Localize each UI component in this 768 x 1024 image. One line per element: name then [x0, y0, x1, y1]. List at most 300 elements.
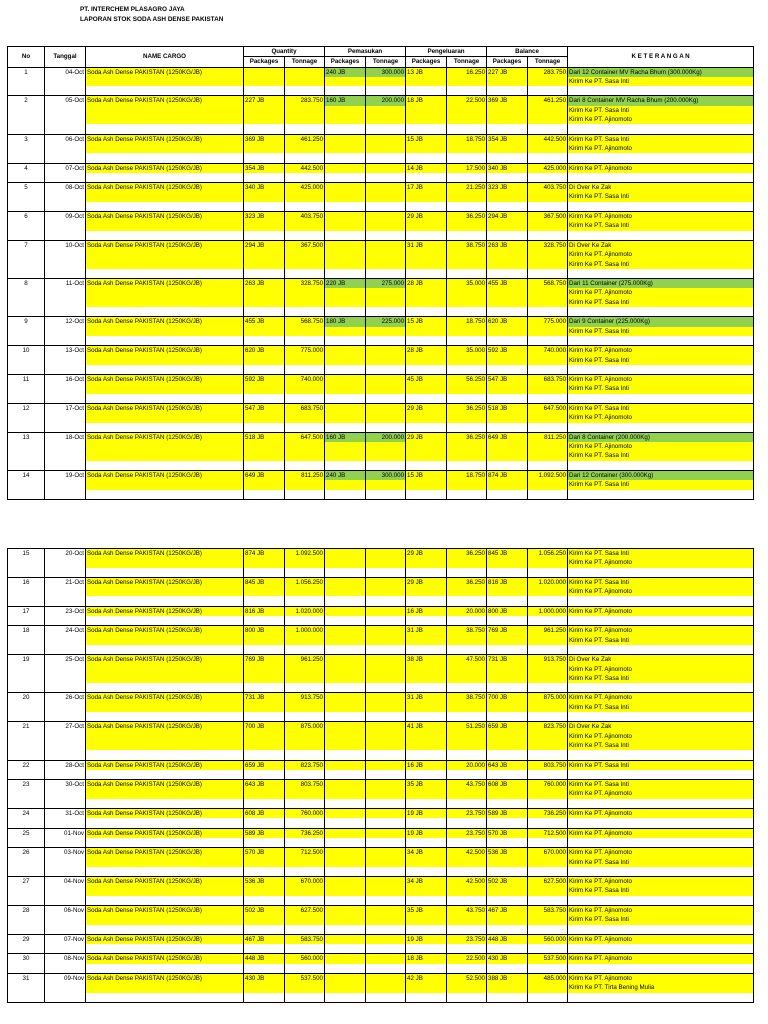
cell-in-tonnage — [366, 212, 406, 241]
cell-in-packages-text — [325, 241, 365, 250]
cell-out-tonnage-text: 23.750 — [447, 935, 486, 944]
cell-qty-tonnage — [285, 828, 325, 848]
cell-cargo-text: Soda Ash Dense PAKISTAN (1250KG/JB) — [86, 578, 243, 587]
cell-qty-tonnage-text: 328.750 — [285, 279, 324, 288]
cell-keterangan — [568, 780, 754, 809]
table-body-page-1 — [8, 67, 754, 499]
keterangan-line: Kirim Ke PT. Sasa Inti — [568, 404, 753, 413]
cell-no — [8, 693, 45, 722]
cell-qty-packages — [244, 549, 285, 578]
stock-table — [7, 46, 754, 500]
keterangan-line: Kirim Ke PT. Ajinomoto — [568, 607, 753, 616]
cell-keterangan — [568, 722, 754, 760]
cell-in-packages-text — [325, 829, 365, 838]
cell-bal-packages-text: 340 JB — [487, 164, 527, 173]
cell-date — [45, 722, 86, 760]
cell-in-tonnage-text: 200.000 — [366, 433, 405, 442]
cell-in-packages-text — [325, 135, 365, 144]
cell-in-packages — [325, 403, 366, 432]
cell-cargo-text: Soda Ash Dense PAKISTAN (1250KG/JB) — [86, 549, 243, 558]
cell-in-packages-text — [325, 809, 365, 818]
keterangan-line: Kirim Ke PT. Sasa Inti — [568, 780, 753, 789]
cell-qty-packages — [244, 693, 285, 722]
cell-cargo — [86, 905, 244, 934]
cell-qty-tonnage-text: 683.750 — [285, 404, 324, 413]
cell-cargo-text: Soda Ash Dense PAKISTAN (1250KG/JB) — [86, 241, 243, 250]
cell-qty-packages-text: 731 JB — [244, 693, 284, 702]
cell-in-tonnage — [366, 317, 406, 346]
header-balance: Balance — [487, 47, 568, 57]
keterangan-line: Kirim Ke PT. Ajinomoto — [568, 288, 753, 297]
cell-bal-packages — [487, 877, 528, 906]
cell-out-tonnage — [447, 346, 487, 375]
cell-cargo — [86, 346, 244, 375]
cell-date-text: 11-Oct — [65, 280, 84, 288]
cell-out-tonnage — [447, 626, 487, 655]
cell-out-tonnage — [447, 934, 487, 954]
cell-in-tonnage — [366, 240, 406, 278]
table-row — [8, 432, 754, 470]
cell-qty-tonnage — [285, 974, 325, 1003]
cell-out-tonnage-text: 52.500 — [447, 974, 486, 983]
cell-keterangan — [568, 760, 754, 780]
keterangan-line: Kirim Ke PT. Ajinomoto — [568, 665, 753, 674]
cell-qty-tonnage — [285, 760, 325, 780]
cell-bal-packages-text: 369 JB — [487, 96, 527, 105]
cell-in-packages — [325, 626, 366, 655]
keterangan-line: Dari 8 Container (200.000Kg) — [568, 433, 753, 442]
cell-keterangan — [568, 934, 754, 954]
cell-qty-tonnage — [285, 163, 325, 183]
cell-in-tonnage — [366, 877, 406, 906]
cell-bal-tonnage-text: 760.000 — [528, 780, 567, 789]
cell-in-tonnage — [366, 432, 406, 470]
cell-in-packages — [325, 655, 366, 693]
cell-keterangan — [568, 163, 754, 183]
header-tonnage: Tonnage — [528, 57, 568, 67]
cell-date-text: 16-Oct — [65, 376, 84, 384]
cell-bal-packages-text: 227 JB — [487, 68, 527, 77]
cell-in-packages-text — [325, 404, 365, 413]
cell-date-text: 05-Oct — [65, 97, 84, 105]
cell-no — [8, 212, 45, 241]
cell-out-tonnage — [447, 183, 487, 212]
cell-out-packages — [406, 346, 447, 375]
cell-in-tonnage — [366, 848, 406, 877]
cell-in-tonnage-text — [366, 722, 405, 731]
cell-in-packages — [325, 67, 366, 96]
cell-qty-tonnage-text: 961.250 — [285, 655, 324, 664]
cell-in-packages-text — [325, 626, 365, 635]
cell-qty-packages-text: 659 JB — [244, 761, 284, 770]
cell-qty-tonnage-text: 803.750 — [285, 780, 324, 789]
cell-date-text: 23-Oct — [65, 607, 84, 615]
cell-bal-packages — [487, 577, 528, 606]
cell-no — [8, 403, 45, 432]
cell-bal-packages-text: 816 JB — [487, 578, 527, 587]
cell-cargo-text: Soda Ash Dense PAKISTAN (1250KG/JB) — [86, 722, 243, 731]
cell-no-text: 21 — [22, 723, 30, 731]
cell-in-tonnage — [366, 974, 406, 1003]
cell-date — [45, 134, 86, 163]
cell-bal-tonnage — [528, 760, 568, 780]
cell-out-packages — [406, 905, 447, 934]
cell-qty-tonnage-text: 461.250 — [285, 135, 324, 144]
cell-keterangan — [568, 432, 754, 470]
cell-date-text: 17-Oct — [65, 404, 84, 412]
cell-cargo — [86, 96, 244, 134]
cell-out-packages-text: 34 JB — [406, 877, 446, 886]
cell-bal-packages-text: 294 JB — [487, 212, 527, 221]
cell-bal-packages-text: 800 JB — [487, 607, 527, 616]
cell-in-tonnage-text — [366, 877, 405, 886]
cell-out-packages-text: 18 JB — [406, 96, 446, 105]
cell-no-text: 16 — [22, 578, 30, 586]
cell-bal-tonnage-text: 803.750 — [528, 761, 567, 770]
cell-qty-tonnage-text: 425.000 — [285, 183, 324, 192]
cell-in-packages-text — [325, 183, 365, 192]
cell-bal-packages — [487, 934, 528, 954]
cell-in-packages — [325, 549, 366, 578]
cell-bal-packages-text: 845 JB — [487, 549, 527, 558]
cell-cargo-text: Soda Ash Dense PAKISTAN (1250KG/JB) — [86, 96, 243, 105]
cell-bal-packages — [487, 693, 528, 722]
cell-out-tonnage — [447, 693, 487, 722]
table-row — [8, 346, 754, 375]
cell-out-tonnage-text: 47.500 — [447, 655, 486, 664]
cell-out-packages — [406, 96, 447, 134]
cell-bal-packages-text: 620 JB — [487, 317, 527, 326]
keterangan-line: Dari 12 Container MV Racha Bhum (300.000Kg) — [568, 68, 753, 77]
cell-out-packages-text: 13 JB — [406, 68, 446, 77]
cell-date — [45, 809, 86, 829]
table-row — [8, 134, 754, 163]
cell-out-tonnage — [447, 134, 487, 163]
cell-out-packages-text: 42 JB — [406, 974, 446, 983]
cell-in-tonnage-text: 300.000 — [366, 471, 405, 480]
cell-cargo — [86, 471, 244, 500]
cell-no — [8, 549, 45, 578]
keterangan-line: Kirim Ke PT. Sasa Inti — [568, 741, 753, 750]
cell-no — [8, 471, 45, 500]
cell-no-text: 19 — [22, 656, 30, 664]
cell-qty-tonnage — [285, 655, 325, 693]
keterangan-line: Kirim Ke PT. Sasa Inti — [568, 327, 753, 336]
cell-qty-tonnage — [285, 240, 325, 278]
cell-no-text: 30 — [22, 955, 30, 963]
cell-out-packages — [406, 877, 447, 906]
cell-cargo — [86, 432, 244, 470]
cell-in-packages — [325, 828, 366, 848]
cell-qty-packages-text: 430 JB — [244, 974, 284, 983]
cell-date — [45, 212, 86, 241]
cell-bal-tonnage-text: 670.000 — [528, 848, 567, 857]
table-row — [8, 96, 754, 134]
cell-out-packages-text: 16 JB — [406, 607, 446, 616]
cell-date — [45, 67, 86, 96]
cell-out-packages-text: 28 JB — [406, 346, 446, 355]
cell-out-tonnage — [447, 67, 487, 96]
cell-in-tonnage — [366, 471, 406, 500]
cell-qty-tonnage-text: 442.500 — [285, 164, 324, 173]
cell-out-packages — [406, 67, 447, 96]
cell-in-tonnage-text — [366, 693, 405, 702]
table-body-page-2 — [8, 549, 754, 1003]
cell-qty-packages-text: 340 JB — [244, 183, 284, 192]
stock-table-continued-wrap — [7, 548, 753, 1003]
cell-in-packages — [325, 934, 366, 954]
cell-date — [45, 954, 86, 974]
cell-cargo-text: Soda Ash Dense PAKISTAN (1250KG/JB) — [86, 780, 243, 789]
cell-in-tonnage-text: 200.000 — [366, 96, 405, 105]
cell-date — [45, 974, 86, 1003]
cell-out-tonnage-text: 36.250 — [447, 212, 486, 221]
cell-in-packages — [325, 212, 366, 241]
cell-in-packages-text — [325, 346, 365, 355]
cell-in-tonnage-text: 275.000 — [366, 279, 405, 288]
keterangan-line: Kirim Ke PT. Sasa Inti — [568, 135, 753, 144]
cell-qty-packages — [244, 279, 285, 317]
cell-cargo-text: Soda Ash Dense PAKISTAN (1250KG/JB) — [86, 433, 243, 442]
cell-bal-tonnage-text: 811.250 — [528, 433, 567, 442]
table-row — [8, 375, 754, 404]
table-row — [8, 549, 754, 578]
cell-bal-packages — [487, 96, 528, 134]
cell-out-tonnage — [447, 577, 487, 606]
cell-date-text: 01-Nov — [64, 829, 84, 837]
cell-qty-tonnage-text: 1.056.250 — [285, 578, 324, 587]
cell-no-text: 25 — [22, 829, 30, 837]
cell-keterangan — [568, 375, 754, 404]
cell-out-packages-text: 29 JB — [406, 578, 446, 587]
cell-qty-tonnage-text: 670.000 — [285, 877, 324, 886]
cell-bal-packages — [487, 974, 528, 1003]
cell-bal-packages — [487, 432, 528, 470]
cell-cargo-text: Soda Ash Dense PAKISTAN (1250KG/JB) — [86, 809, 243, 818]
cell-qty-tonnage — [285, 722, 325, 760]
cell-cargo — [86, 809, 244, 829]
cell-in-packages — [325, 375, 366, 404]
cell-in-packages-text: 160 JB — [325, 433, 365, 442]
cell-bal-tonnage — [528, 828, 568, 848]
keterangan-line: Kirim Ke PT. Sasa Inti — [568, 384, 753, 393]
cell-cargo — [86, 317, 244, 346]
cell-qty-tonnage — [285, 934, 325, 954]
cell-date-text: 07-Nov — [64, 935, 84, 943]
cell-bal-tonnage-text: 736.250 — [528, 809, 567, 818]
header-packages: Packages — [487, 57, 528, 67]
keterangan-line: Kirim Ke PT. Sasa Inti — [568, 915, 753, 924]
cell-no — [8, 848, 45, 877]
cell-in-tonnage — [366, 606, 406, 626]
cell-date-text: 09-Nov — [64, 975, 84, 983]
cell-bal-packages — [487, 163, 528, 183]
cell-in-tonnage — [366, 760, 406, 780]
cell-cargo — [86, 279, 244, 317]
cell-out-tonnage-text: 20.000 — [447, 761, 486, 770]
cell-date-text: 08-Nov — [64, 955, 84, 963]
cell-bal-packages-text: 769 JB — [487, 626, 527, 635]
cell-no — [8, 240, 45, 278]
table-row — [8, 722, 754, 760]
cell-no — [8, 760, 45, 780]
cell-no-text: 31 — [22, 975, 30, 983]
cell-out-packages — [406, 974, 447, 1003]
header-tanggal: Tanggal — [45, 47, 86, 68]
table-row — [8, 626, 754, 655]
keterangan-line: Kirim Ke PT. Ajinomoto — [568, 164, 753, 173]
cell-in-packages-text — [325, 164, 365, 173]
cell-bal-tonnage-text: 442.500 — [528, 135, 567, 144]
cell-in-packages — [325, 163, 366, 183]
cell-no-text: 22 — [22, 761, 30, 769]
cell-bal-packages-text: 354 JB — [487, 135, 527, 144]
cell-in-tonnage-text: 300.000 — [366, 68, 405, 77]
cell-cargo — [86, 577, 244, 606]
cell-in-packages — [325, 606, 366, 626]
cell-qty-tonnage — [285, 877, 325, 906]
cell-out-packages-text: 35 JB — [406, 780, 446, 789]
cell-bal-packages — [487, 134, 528, 163]
cell-in-tonnage-text — [366, 935, 405, 944]
cell-in-packages-text — [325, 375, 365, 384]
cell-out-packages — [406, 375, 447, 404]
cell-cargo — [86, 375, 244, 404]
cell-qty-packages-text — [244, 68, 284, 77]
cell-in-tonnage-text — [366, 607, 405, 616]
cell-cargo-text: Soda Ash Dense PAKISTAN (1250KG/JB) — [86, 655, 243, 664]
cell-qty-packages-text: 448 JB — [244, 954, 284, 963]
cell-out-packages-text: 29 JB — [406, 433, 446, 442]
cell-bal-packages-text: 643 JB — [487, 761, 527, 770]
company-name: PT. INTERCHEM PLASAGRO JAYA — [80, 6, 185, 13]
cell-in-tonnage-text — [366, 848, 405, 857]
keterangan-line: Dari 11 Container (275.000Kg) — [568, 279, 753, 288]
cell-keterangan — [568, 848, 754, 877]
cell-cargo-text: Soda Ash Dense PAKISTAN (1250KG/JB) — [86, 317, 243, 326]
cell-in-tonnage — [366, 934, 406, 954]
table-row — [8, 212, 754, 241]
cell-out-packages — [406, 212, 447, 241]
cell-date — [45, 848, 86, 877]
cell-out-tonnage — [447, 240, 487, 278]
cell-in-packages-text — [325, 693, 365, 702]
cell-no — [8, 828, 45, 848]
cell-qty-packages-text: 874 JB — [244, 549, 284, 558]
cell-bal-tonnage-text: 560.000 — [528, 935, 567, 944]
cell-cargo — [86, 655, 244, 693]
cell-cargo-text: Soda Ash Dense PAKISTAN (1250KG/JB) — [86, 404, 243, 413]
header-quantity: Quantity — [244, 47, 325, 57]
cell-bal-tonnage-text: 425.000 — [528, 164, 567, 173]
cell-bal-tonnage — [528, 96, 568, 134]
cell-out-packages-text: 19 JB — [406, 809, 446, 818]
cell-qty-tonnage-text: 403.750 — [285, 212, 324, 221]
table-row — [8, 471, 754, 500]
cell-out-tonnage — [447, 828, 487, 848]
cell-bal-tonnage — [528, 809, 568, 829]
cell-out-packages — [406, 848, 447, 877]
cell-in-packages-text: 180 JB — [325, 317, 365, 326]
cell-keterangan — [568, 606, 754, 626]
cell-out-tonnage — [447, 471, 487, 500]
cell-in-packages-text — [325, 906, 365, 915]
cell-in-tonnage-text — [366, 655, 405, 664]
cell-out-packages — [406, 240, 447, 278]
cell-qty-packages-text: 643 JB — [244, 780, 284, 789]
cell-qty-tonnage — [285, 809, 325, 829]
cell-out-packages — [406, 183, 447, 212]
cell-in-tonnage-text — [366, 809, 405, 818]
cell-out-packages-text: 29 JB — [406, 404, 446, 413]
cell-in-tonnage-text — [366, 346, 405, 355]
cell-qty-tonnage — [285, 848, 325, 877]
cell-out-tonnage-text: 36.250 — [447, 549, 486, 558]
cell-qty-packages-text: 467 JB — [244, 935, 284, 944]
cell-bal-tonnage — [528, 905, 568, 934]
cell-keterangan — [568, 809, 754, 829]
cell-qty-packages-text: 620 JB — [244, 346, 284, 355]
cell-date — [45, 96, 86, 134]
cell-bal-tonnage — [528, 134, 568, 163]
keterangan-line: Kirim Ke PT. Ajinomoto — [568, 626, 753, 635]
cell-date-text: 07-Oct — [65, 164, 84, 172]
cell-qty-tonnage-text: 627.500 — [285, 906, 324, 915]
table-row — [8, 240, 754, 278]
cell-bal-tonnage-text: 1.000.000 — [528, 607, 567, 616]
cell-qty-tonnage — [285, 954, 325, 974]
cell-bal-packages-text: 592 JB — [487, 346, 527, 355]
cell-qty-tonnage-text: 560.000 — [285, 954, 324, 963]
cell-cargo-text: Soda Ash Dense PAKISTAN (1250KG/JB) — [86, 607, 243, 616]
cell-qty-tonnage — [285, 577, 325, 606]
cell-bal-packages — [487, 655, 528, 693]
cell-out-tonnage — [447, 317, 487, 346]
cell-cargo-text: Soda Ash Dense PAKISTAN (1250KG/JB) — [86, 693, 243, 702]
cell-qty-packages-text: 700 JB — [244, 722, 284, 731]
cell-qty-packages — [244, 809, 285, 829]
cell-bal-tonnage — [528, 212, 568, 241]
cell-cargo — [86, 934, 244, 954]
cell-bal-packages — [487, 212, 528, 241]
cell-in-packages-text — [325, 722, 365, 731]
cell-qty-packages — [244, 626, 285, 655]
cell-in-packages — [325, 974, 366, 1003]
table-row — [8, 403, 754, 432]
cell-no-text: 11 — [22, 376, 30, 384]
cell-bal-tonnage-text: 568.750 — [528, 279, 567, 288]
cell-no — [8, 317, 45, 346]
cell-out-packages-text: 15 JB — [406, 471, 446, 480]
cell-qty-tonnage — [285, 279, 325, 317]
cell-bal-packages-text: 502 JB — [487, 877, 527, 886]
cell-bal-tonnage-text: 1.020.000 — [528, 578, 567, 587]
cell-in-packages-text — [325, 974, 365, 983]
cell-keterangan — [568, 828, 754, 848]
cell-bal-tonnage — [528, 375, 568, 404]
cell-qty-tonnage-text: 740.000 — [285, 375, 324, 384]
cell-no — [8, 626, 45, 655]
keterangan-line: Kirim Ke PT. Ajinomoto — [568, 954, 753, 963]
cell-in-packages-text — [325, 848, 365, 857]
cell-in-tonnage-text — [366, 626, 405, 635]
cell-cargo-text: Soda Ash Dense PAKISTAN (1250KG/JB) — [86, 877, 243, 886]
cell-bal-packages — [487, 183, 528, 212]
cell-out-tonnage — [447, 722, 487, 760]
cell-bal-tonnage-text: 1.092.500 — [528, 471, 567, 480]
cell-bal-tonnage-text: 583.750 — [528, 906, 567, 915]
cell-bal-packages-text: 700 JB — [487, 693, 527, 702]
